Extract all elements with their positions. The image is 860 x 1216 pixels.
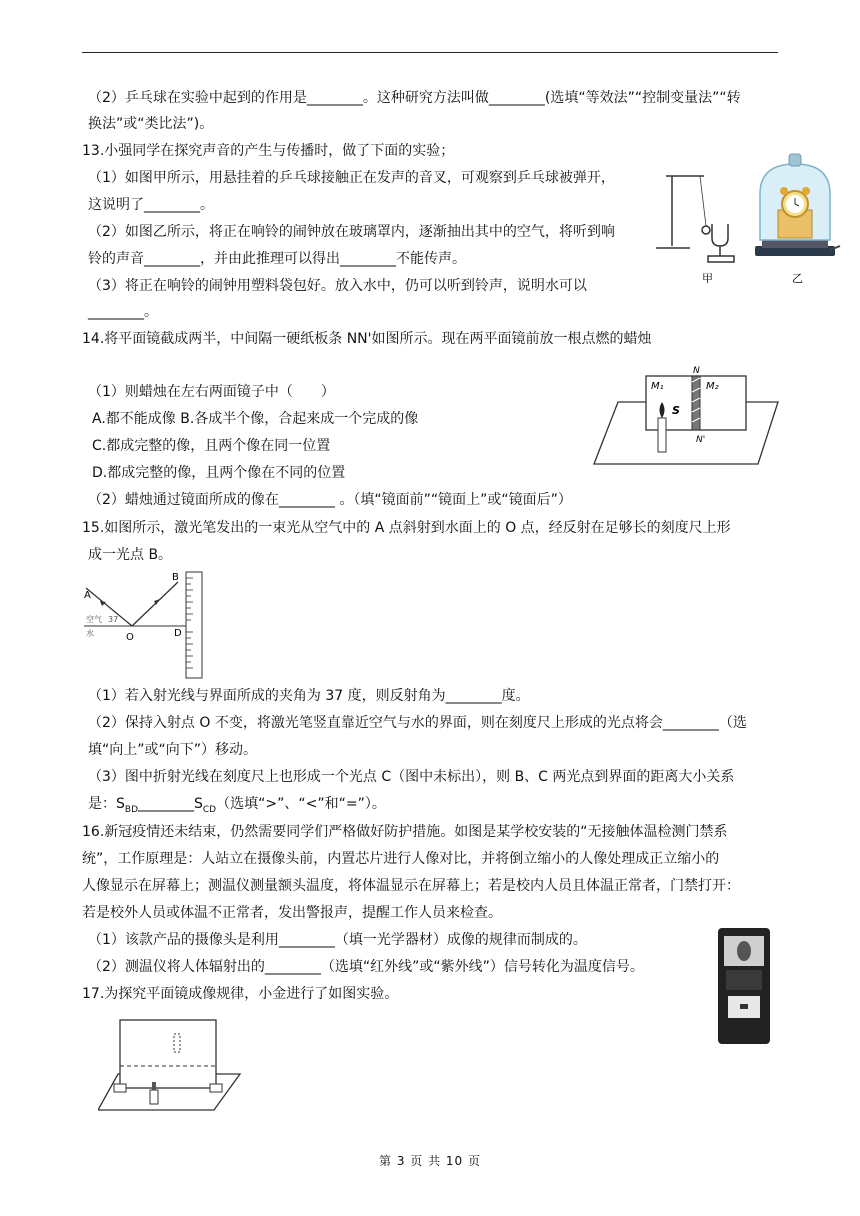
subscript-cd: CD — [202, 804, 217, 815]
label-n-bottom: N' — [696, 435, 706, 445]
page-footer: 第 3 页 共 10 页 — [379, 1154, 481, 1168]
figure-17-plane-mirror — [98, 1014, 244, 1112]
text-line: （2）测温仪将人体辐射出的________（选填“红外线”或“紫外线”）信号转化为温度信号。 — [88, 959, 644, 975]
text-part: （选填“>”、“<”和“=”）。 — [216, 796, 386, 812]
figure-14-split-mirror — [588, 364, 782, 476]
question-15-stem: 15.如图所示，激光笔发出的一束光从空气中的 A 点斜射到水面上的 O 点，经反射在足够长的刻度尺上形 — [82, 520, 731, 536]
label-jia: 甲 — [702, 272, 713, 285]
text-line: （2）蜡烛通过镜面所成的像在________ 。（填“镜面前”“镜面上”或“镜面后”） — [88, 492, 572, 508]
text-line: （2）如图乙所示，将正在响铃的闹钟放在玻璃罩内，逐渐抽出其中的空气，将听到响 — [88, 224, 615, 240]
text-line — [88, 794, 386, 820]
label-s: S — [672, 404, 680, 417]
tuning-fork-stand — [656, 176, 734, 262]
question-16-stem: 16.新冠疫情还未结束，仍然需要同学们严格做好防护措施。如图是某学校安装的“无接触体温检测门禁系 — [82, 824, 728, 840]
option-d: D.都成完整的像，且两个像在不同的位置 — [92, 465, 346, 481]
question-13-stem: 13.小强同学在探究声音的产生与传播时，做了下面的实验； — [82, 143, 455, 159]
text-line: 填“向上”或“向下”）移动。 — [88, 742, 258, 758]
text-line: （1）如图甲所示，用悬挂着的乒乓球接触正在发声的音叉，可观察到乒乓球被弹开， — [88, 170, 615, 186]
label-b: B — [172, 572, 179, 583]
text-line: ________。 — [88, 304, 158, 320]
text-line: （3）将正在响铃的闹钟用塑料袋包好。放入水中，仍可以听到铃声，说明水可以 — [88, 278, 587, 294]
label-water: 水 — [86, 629, 94, 638]
bell-jar — [755, 154, 840, 256]
text-line: （2）乒乓球在实验中起到的作用是________。这种研究方法叫做________(选填“等效法”“控制变量法”“转 — [88, 90, 741, 106]
option-c: C.都成完整的像，且两个像在同一位置 — [92, 438, 331, 454]
label-o: O — [126, 632, 134, 643]
text-line: 人像显示在屏幕上；测温仪测量额头温度，将体温显示在屏幕上；若是校内人员且体温正常者，门禁打开： — [82, 878, 740, 894]
text-part: 是：S — [88, 796, 125, 812]
subscript-bd: BD — [124, 804, 138, 815]
label-yi: 乙 — [792, 272, 803, 285]
text-line: 换法”或“类比法”)。 — [88, 116, 214, 132]
text-line: （1）则蜡烛在左右两面镜子中（ ） — [88, 384, 335, 400]
header-rule — [82, 52, 778, 53]
text-line: （1）该款产品的摄像头是利用________（填一光学器材）成像的规律而制成的。 — [88, 932, 587, 948]
figure-13-sound-experiment — [650, 146, 842, 286]
text-line: （2）保持入射点 O 不变，将激光笔竖直靠近空气与水的界面，则在刻度尺上形成的光点将会________（选 — [88, 715, 747, 731]
text-line: 成一光点 B。 — [88, 547, 173, 563]
text-part: ________S — [138, 796, 203, 812]
text-line: 统”，工作原理是：人站立在摄像头前，内置芯片进行人像对比，并将倒立缩小的人像处理成正立缩小的 — [82, 851, 720, 867]
option-a-b: A.都不能成像 B.各成半个像，合起来成一个完成的像 — [92, 411, 419, 427]
text-line: （1）若入射光线与界面所成的夹角为 37 度，则反射角为________度。 — [88, 688, 530, 704]
label-angle: 37 — [108, 615, 119, 624]
question-17-stem: 17.为探究平面镜成像规律，小金进行了如图实验。 — [82, 986, 399, 1002]
label-a: A — [84, 590, 91, 601]
label-m2: M₂ — [706, 381, 719, 392]
text-line: 铃的声音________，并由此推理可以得出________不能传声。 — [88, 251, 466, 267]
figure-16-access-device — [712, 924, 774, 1048]
label-d: D — [174, 628, 182, 639]
label-m1: M₁ — [651, 381, 664, 392]
text-line: 这说明了________。 — [88, 197, 214, 213]
figure-15-laser-reflection — [82, 568, 222, 680]
text-line: （3）图中折射光线在刻度尺上也形成一个光点 C（图中未标出），则 B、C 两光点到界面的距离大小关系 — [88, 769, 735, 785]
question-14-stem: 14.将平面镜截成两半，中间隔一硬纸板条 NN'如图所示。现在两平面镜前放一根点燃的蜡烛 — [82, 331, 652, 347]
text-line: 若是校外人员或体温不正常者，发出警报声，提醒工作人员来检查。 — [82, 905, 502, 921]
label-n-top: N — [693, 366, 700, 376]
label-air: 空气 — [86, 615, 102, 624]
